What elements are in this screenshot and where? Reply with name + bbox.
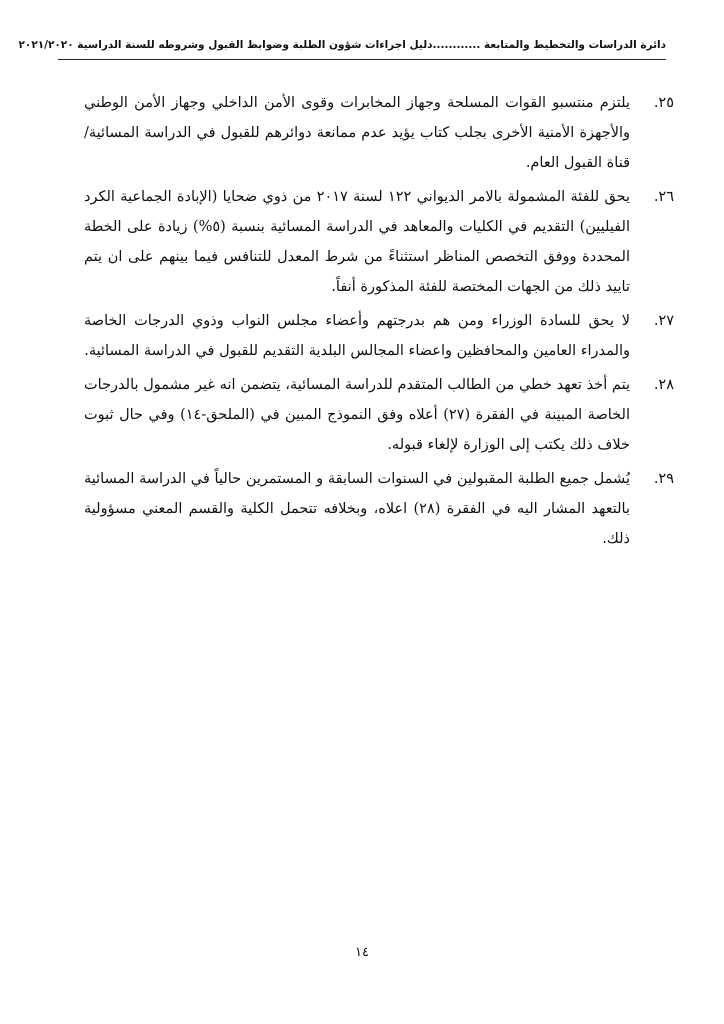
clause-item bbox=[84, 370, 674, 460]
clause-number: ٢٩. bbox=[653, 471, 674, 487]
clause-item bbox=[84, 464, 674, 554]
clause-item bbox=[84, 88, 674, 178]
clause-text: يلتزم منتسبو القوات المسلحة وجهاز المخابرات وقوى الأمن الداخلي وجهاز الأمن الوطني والأجهزة الأمنية الأخرى بجلب كتاب يؤيد عدم ممانعة دوائرهم للقبول في الدراسة المسائية/ قناة القبول العام. bbox=[84, 95, 630, 171]
clause-number: ٢٦. bbox=[653, 189, 674, 205]
clause-item bbox=[84, 182, 674, 302]
clause-text: يحق للفئة المشمولة بالامر الديواني ١٢٢ لسنة ٢٠١٧ من ذوي ضحايا (الإبادة الجماعية الكرد الفيليين) التقديم في الكليات والمعاهد في الدراسة المسائية بنسبة (٥%) زيادة على الخطة المحددة ووفق التخصص المناظر استثناءً من شرط المعدل للتنافس فيما بينهم على ان يتم تاييد ذلك من الجهات المختصة للفئة المذكورة أنفاً. bbox=[84, 189, 630, 295]
clause-number: ٢٧. bbox=[653, 313, 674, 329]
clause-text: لا يحق للسادة الوزراء ومن هم بدرجتهم وأعضاء مجلس النواب وذوي الدرجات الخاصة والمدراء العامين والمحافظين واعضاء المجالس البلدية التقديم للقبول في الدراسة المسائية. bbox=[84, 313, 630, 359]
clause-text: يُشمل جميع الطلبة المقبولين في السنوات السابقة و المستمرين حالياً في الدراسة المسائية بالتعهد المشار اليه في الفقرة (٢٨) اعلاه، وبخلافه تتحمل الكلية والقسم المعني مسؤولية ذلك. bbox=[84, 471, 630, 547]
clause-item bbox=[84, 306, 674, 366]
clause-number: ٢٥. bbox=[653, 95, 674, 111]
clause-number: ٢٨. bbox=[653, 377, 674, 393]
clause-list bbox=[84, 88, 674, 558]
page-number: ١٤ bbox=[355, 945, 369, 960]
header-divider bbox=[58, 59, 666, 60]
page-header: دائرة الدراسات والتخطيط والمتابعة ............دليل اجراءات شؤون الطلبة وضوابط القبول وشروطه للسنة الدراسية ٢٠٢١/٢٠٢٠ bbox=[18, 39, 666, 51]
clause-text: يتم أخذ تعهد خطي من الطالب المتقدم للدراسة المسائية، يتضمن انه غير مشمول بالدرجات الخاصة المبينة في الفقرة (٢٧) أعلاه وفق النموذج المبين في (الملحق-١٤) وفي حال ثبوت خلاف ذلك يكتب إلى الوزارة لإلغاء قبوله. bbox=[84, 377, 630, 453]
